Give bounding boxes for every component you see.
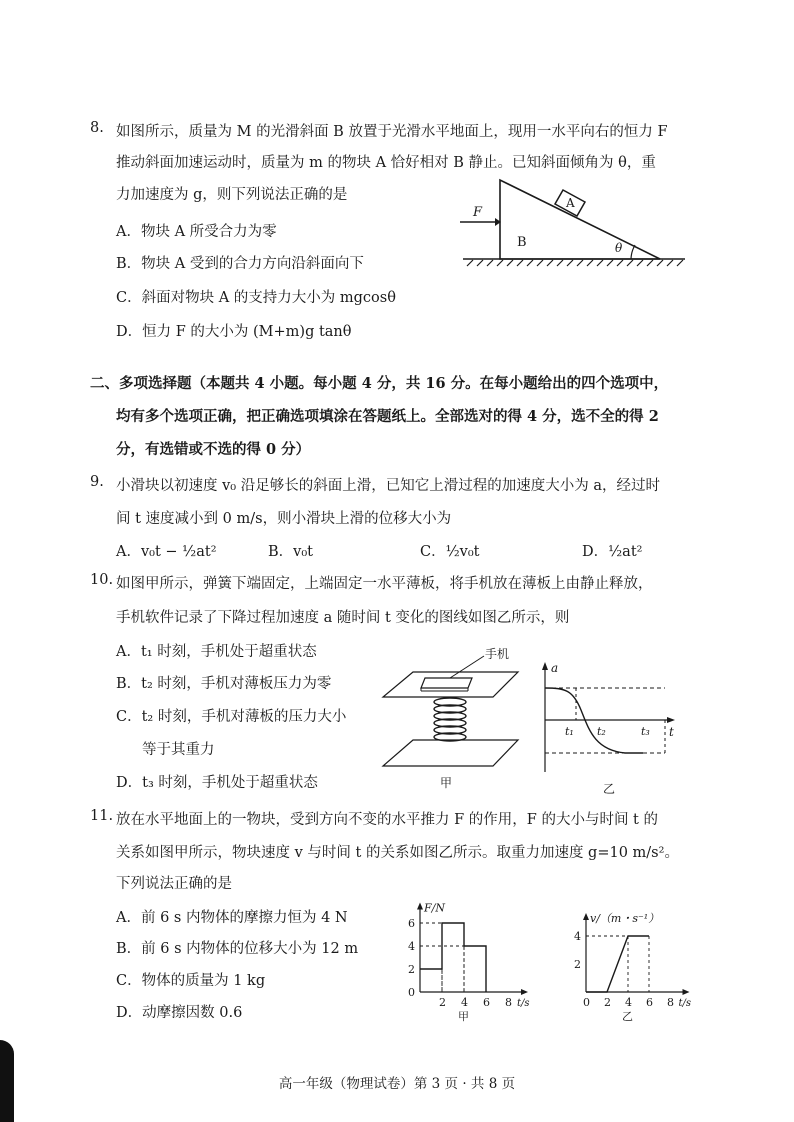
spring-phone-figure <box>378 642 528 792</box>
chart0-axes <box>417 903 528 996</box>
section2-line2: 均有多个选项正确，把正确选项填涂在答题纸上。全部选对的得 4 分，选不全的得 2 <box>116 408 659 425</box>
x-tick-label: 0 <box>583 996 590 1009</box>
q8-option-a: A．物块 A 所受合力为零 <box>116 224 277 240</box>
q9-number: 9. <box>90 474 104 490</box>
x-tick-label: 6 <box>483 996 490 1009</box>
chart1-axes <box>583 913 690 995</box>
x-axis-label: t/s <box>517 998 530 1009</box>
axis-t: t <box>669 725 674 739</box>
q11-option-c: C．物体的质量为 1 kg <box>116 973 266 989</box>
q8-option-b: B．物块 A 受到的合力方向沿斜面向下 <box>116 256 364 272</box>
q10-option-b: B．t₂ 时刻，手机对薄板压力为零 <box>116 676 332 692</box>
x-tick-label: 8 <box>667 996 674 1009</box>
y-axis-label: F/N <box>424 901 445 915</box>
series-line <box>586 936 649 992</box>
y-tick-label: 2 <box>408 963 415 976</box>
q9-option-d: D．½at² <box>582 544 643 560</box>
y-tick-label: 4 <box>408 940 415 953</box>
q9-option-c: C．½v₀t <box>420 544 480 560</box>
chart1-marks <box>586 936 649 992</box>
q8-option-d: D．恒力 F 的大小为 (M+m)g tanθ <box>116 324 352 340</box>
label-f: F <box>473 205 483 220</box>
q8-stem-line1: 如图所示，质量为 M 的光滑斜面 B 放置于光滑水平地面上，现用一水平向右的恒力 F <box>116 124 668 140</box>
caption-jia: 甲 <box>440 776 453 790</box>
q8-option-c: C．斜面对物块 A 的支持力大小为 mgcosθ <box>116 290 396 306</box>
x-axis-arrow <box>521 989 528 995</box>
series-line <box>420 923 486 992</box>
q10-number: 10. <box>90 572 114 588</box>
y-axis-label: v/（m・s⁻¹） <box>590 912 660 925</box>
page-footer: 高一年级（物理试卷）第 3 页 · 共 8 页 <box>278 1076 516 1092</box>
chart0-marks <box>420 923 486 992</box>
q10-option-a: A．t₁ 时刻，手机处于超重状态 <box>116 644 317 660</box>
t2-label: t₂ <box>597 725 606 738</box>
y-tick-label: 2 <box>574 958 581 971</box>
x-axis-label: t/s <box>678 998 692 1009</box>
label-b: B <box>517 235 527 250</box>
q9-option-a: A．v₀t − ½at² <box>116 544 217 560</box>
q8-stem-line2: 推动斜面加速运动时，质量为 m 的物块 A 恰好相对 B 静止。已知斜面倾角为 θ，重 <box>116 155 656 171</box>
q11-stem-line2: 关系如图甲所示，物块速度 v 与时间 t 的关系如图乙所示。取重力加速度 g=10 m/s²。 <box>116 845 679 861</box>
q10-option-c1: C．t₂ 时刻，手机对薄板的压力大小 <box>116 709 347 725</box>
x-tick-label: 6 <box>646 996 653 1009</box>
velocity-time-chart <box>560 892 700 1024</box>
t1-label: t₁ <box>565 725 574 738</box>
t3-label: t₃ <box>641 725 650 738</box>
chart0-labels <box>408 902 530 1024</box>
q8-number: 8. <box>90 120 104 136</box>
phone-label: 手机 <box>485 647 510 661</box>
x-tick-label: 2 <box>439 996 446 1009</box>
x-tick-label: 8 <box>505 996 512 1009</box>
y-tick-label: 4 <box>574 930 581 943</box>
x-tick-label: 2 <box>604 996 611 1009</box>
q10-stem-line1: 如图甲所示，弹簧下端固定，上端固定一水平薄板，将手机放在薄板上由静止释放， <box>116 576 653 592</box>
chart-caption: 乙 <box>622 1010 633 1023</box>
label-theta: θ <box>615 241 623 255</box>
q9-option-b: B．v₀t <box>268 544 313 560</box>
q10-option-c2: 等于其重力 <box>142 742 215 758</box>
y-tick-label: 6 <box>408 917 415 930</box>
q11-option-b: B．前 6 s 内物体的位移大小为 12 m <box>116 941 359 957</box>
q8-incline-figure <box>455 172 690 272</box>
y-axis-arrow <box>417 903 423 910</box>
x-axis-arrow <box>683 989 690 995</box>
chart-caption: 甲 <box>458 1010 469 1023</box>
label-a: A <box>566 196 575 210</box>
q10-option-d: D．t₃ 时刻，手机处于超重状态 <box>116 775 318 791</box>
x-tick-label: 4 <box>461 996 468 1009</box>
force-time-chart <box>390 892 540 1024</box>
q11-stem-line3: 下列说法正确的是 <box>116 876 232 892</box>
y-tick-label: 0 <box>408 986 415 999</box>
q9-stem-line2: 间 t 速度减小到 0 m/s，则小滑块上滑的位移大小为 <box>116 511 452 527</box>
q11-option-a: A．前 6 s 内物体的摩擦力恒为 4 N <box>116 910 348 926</box>
caption-yi: 乙 <box>603 782 616 796</box>
scan-edge-shadow <box>0 1040 14 1122</box>
q11-option-d: D．动摩擦因数 0.6 <box>116 1005 243 1021</box>
axis-a: a <box>551 661 559 675</box>
q10-stem-line2: 手机软件记录了下降过程加速度 a 随时间 t 变化的图线如图乙所示，则 <box>116 610 570 626</box>
section2-line3: 分，有选错或不选的得 0 分） <box>116 441 311 458</box>
x-tick-label: 4 <box>625 996 632 1009</box>
q11-number: 11. <box>90 808 114 824</box>
q8-stem-line3: 力加速度为 g，则下列说法正确的是 <box>116 187 348 203</box>
chart1-labels <box>574 912 691 1023</box>
q11-stem-line1: 放在水平地面上的一物块，受到方向不变的水平推力 F 的作用，F 的大小与时间 t 的 <box>116 812 658 828</box>
section2-line1: 二、多项选择题（本题共 4 小题。每小题 4 分，共 16 分。在每小题给出的四个选项中， <box>90 375 669 392</box>
acceleration-time-graph <box>535 660 685 800</box>
y-axis-arrow <box>583 913 589 920</box>
q9-stem-line1: 小滑块以初速度 v₀ 沿足够长的斜面上滑，已知它上滑过程的加速度大小为 a，经过时 <box>116 478 660 494</box>
